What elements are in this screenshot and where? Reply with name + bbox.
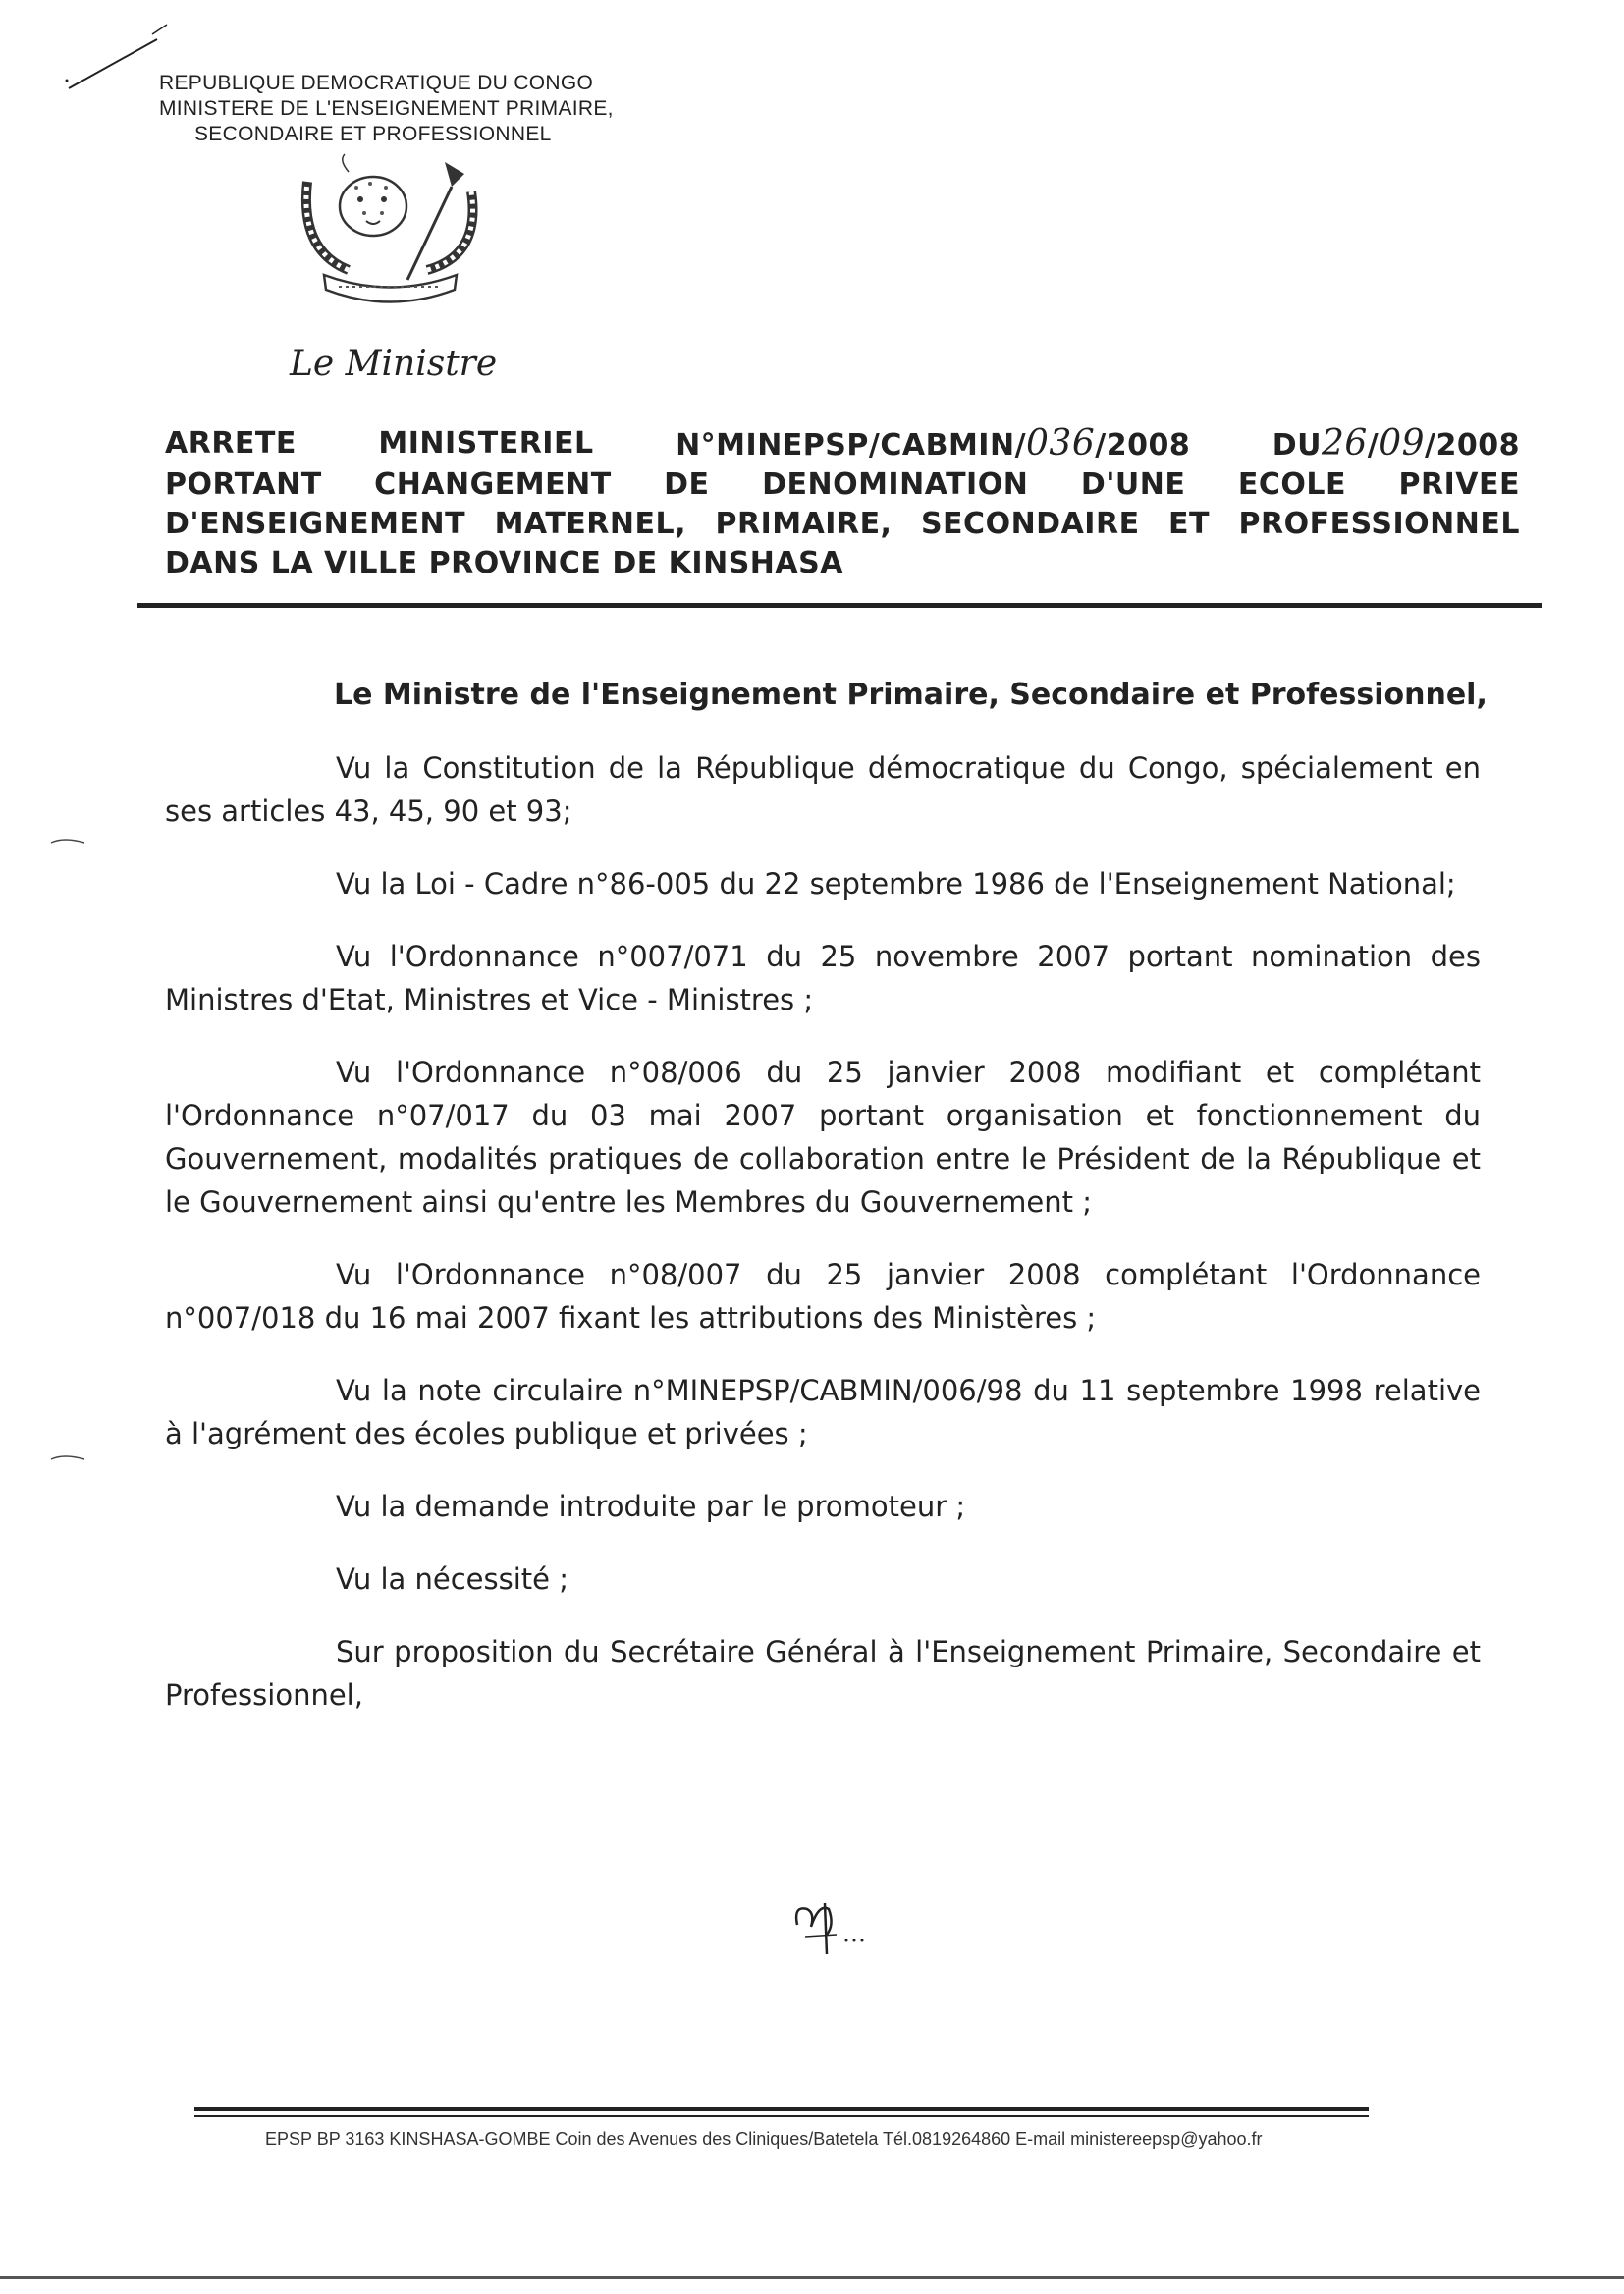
decree-reference: N°MINEPSP/CABMIN/036/2008: [676, 423, 1191, 464]
decree-title: [165, 424, 1520, 583]
title-word: D'UNE: [1080, 467, 1186, 502]
title-word: PRIMAIRE,: [715, 507, 893, 541]
margin-mark-icon: [49, 1451, 88, 1463]
title-word: MINISTERIEL: [378, 426, 594, 461]
decree-date: DU26/09/2008: [1272, 423, 1520, 464]
title-word: DE: [664, 467, 710, 502]
title-line-4: DANS LA VILLE PROVINCE DE KINSHASA: [165, 546, 843, 580]
title-line-1: [165, 424, 1520, 465]
handwritten-day: 26: [1321, 423, 1368, 464]
footer-divider-thin: [194, 2115, 1369, 2117]
minister-signature-title: Le Ministre: [290, 344, 498, 384]
recital-paragraph: Vu l'Ordonnance n°007/071 du 25 novembre 2007 portant nomination des Ministres d'Etat, Ministres et Vice - Ministres ;: [165, 940, 1481, 1016]
title-word: CHANGEMENT: [374, 467, 612, 502]
recital-paragraph: Vu l'Ordonnance n°08/007 du 25 janvier 2008 complétant l'Ordonnance n°007/018 du 16 mai 2007 fixant les attributions des Ministères ;: [165, 1258, 1481, 1335]
recital-paragraph: Vu la note circulaire n°MINEPSP/CABMIN/006/98 du 11 septembre 1998 relative à l'agrément des écoles publique et privées ;: [165, 1374, 1481, 1450]
title-word: ET: [1168, 507, 1211, 541]
title-line-3: [165, 505, 1520, 544]
title-word: PRIVEE: [1398, 467, 1520, 502]
letterhead-ministry: MINISTERE DE L'ENSEIGNEMENT PRIMAIRE,: [159, 97, 614, 120]
decree-heading: Le Ministre de l'Enseignement Primaire, Secondaire et Professionnel,: [334, 678, 1488, 712]
title-word: D'ENSEIGNEMENT: [165, 507, 466, 541]
title-word: PORTANT: [165, 467, 322, 502]
title-word: MATERNEL,: [494, 507, 686, 541]
handwritten-initials-icon: [785, 1895, 893, 1964]
recital-paragraph: Vu la Constitution de la République démocratique du Congo, spécialement en ses articles 43, 45, 90 et 93;: [165, 751, 1481, 828]
title-divider: [137, 603, 1542, 608]
recital-paragraph: Vu la demande introduite par le promoteur ;: [336, 1490, 966, 1523]
letterhead-country: REPUBLIQUE DEMOCRATIQUE DU CONGO: [159, 72, 594, 94]
coat-of-arms-icon: [280, 152, 506, 324]
footer-contact: EPSP BP 3163 KINSHASA-GOMBE Coin des Avenues des Cliniques/Batetela Tél.0819264860 E-mail ministereepsp@yahoo.fr: [265, 2129, 1263, 2149]
title-word: ECOLE: [1237, 467, 1347, 502]
recital-paragraph: Vu la Loi - Cadre n°86-005 du 22 septembre 1986 de l'Enseignement National;: [336, 867, 1456, 901]
title-word: ARRETE: [165, 426, 297, 461]
letterhead: [159, 71, 614, 147]
title-word: DENOMINATION: [762, 467, 1029, 502]
handwritten-month: 09: [1379, 423, 1426, 464]
title-word: PROFESSIONNEL: [1238, 507, 1520, 541]
title-line-2: [165, 465, 1520, 505]
letterhead-ministry-cont: SECONDAIRE ET PROFESSIONNEL: [194, 123, 552, 145]
page-bottom-edge: [0, 2276, 1624, 2279]
recital-paragraph: Sur proposition du Secrétaire Général à l'Enseignement Primaire, Secondaire et Professionnel,: [165, 1635, 1481, 1712]
decree-body: [165, 746, 1481, 1746]
recital-paragraph: Vu la nécessité ;: [336, 1562, 568, 1596]
title-word: SECONDAIRE: [920, 507, 1140, 541]
handwritten-ref-number: 036: [1026, 423, 1096, 464]
margin-mark-icon: [49, 835, 88, 847]
recital-paragraph: Vu l'Ordonnance n°08/006 du 25 janvier 2008 modifiant et complétant l'Ordonnance n°07/017 du 03 mai 2007 portant organisation et fonctionnement du Gouvernement, modalités pratiques de collaboration entre le Président de la République et le Gouvernement ainsi qu'entre les Membres du Gouvernement ;: [165, 1056, 1481, 1219]
footer-divider: [194, 2107, 1369, 2111]
